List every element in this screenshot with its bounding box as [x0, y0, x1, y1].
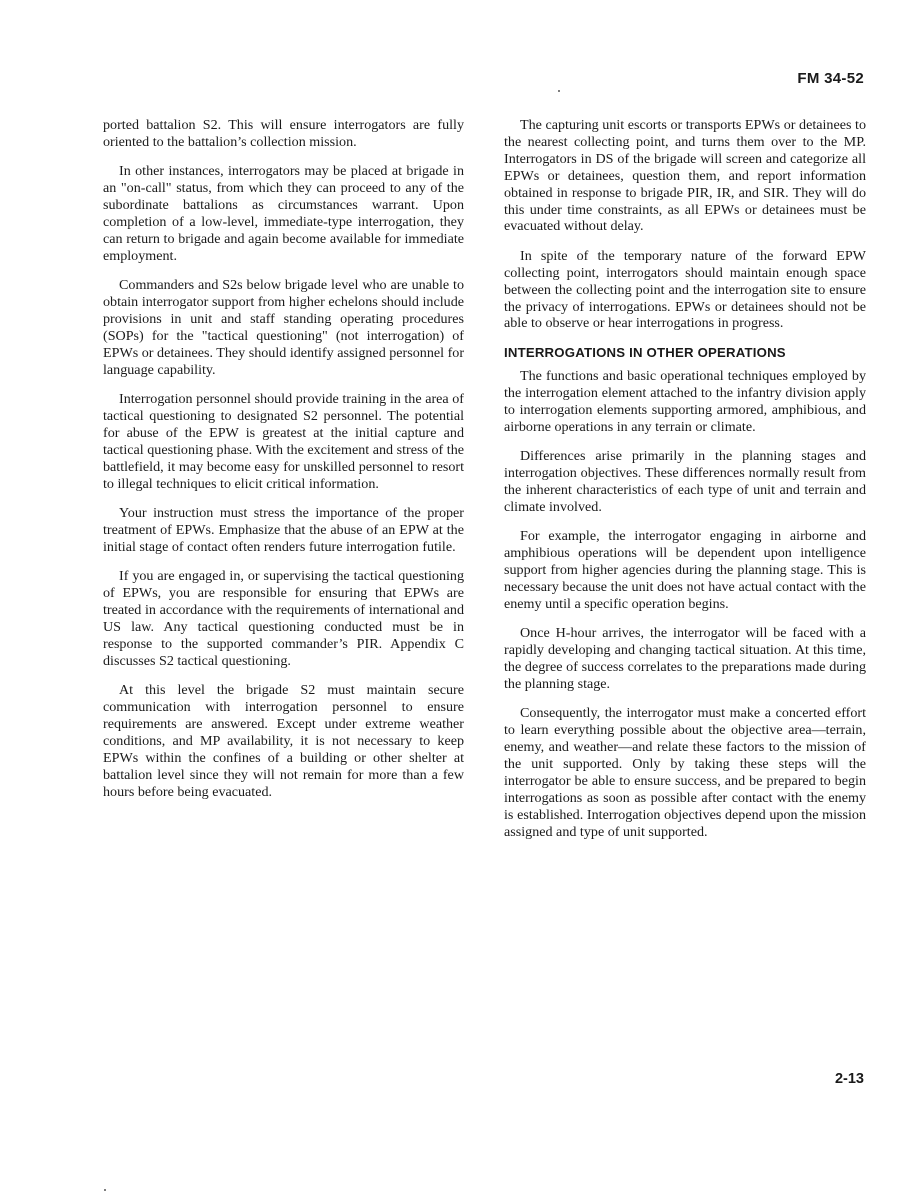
left-column	[103, 117, 464, 813]
paragraph: Differences arise primarily in the planning stages and interrogation objectives. These differences normally result from the inherent characteristics of each type of unit and terrain and climate involved.	[504, 447, 866, 515]
paragraph: The capturing unit escorts or transports EPWs or detainees to the nearest collecting point, and turns them over to the MP. Interrogators in DS of the brigade will screen and categorize all EPWs or detainees, question them, and report information obtained in response to brigade PIR, IR, and SIR. They will do this under time constraints, as all EPWs or detainees must be evacuated without delay.	[504, 117, 866, 235]
paragraph: In spite of the temporary nature of the forward EPW collecting point, interrogators should maintain enough space between the collecting point and the interrogation site to ensure the privacy of interrogations. EPWs or detainees should not be able to observe or hear interrogations in progress.	[504, 247, 866, 332]
paragraph: In other instances, interrogators may be placed at brigade in an "on-call" status, from which they can proceed to any of the subordinate battalions as circumstances warrant. Upon completion of a low-level, immediate-type interrogation, they can return to brigade and again become available for immediate employment.	[103, 163, 464, 264]
scan-speck	[104, 1189, 106, 1191]
paragraph: Once H-hour arrives, the interrogator will be faced with a rapidly developing and changing tactical situation. At this time, the degree of success correlates to the preparations made during the planning stage.	[504, 625, 866, 692]
paragraph: For example, the interrogator engaging in airborne and amphibious operations will be dependent upon intelligence support from higher agencies during the planning stage. This is necessary because the unit does not have actual contact with the enemy until a specific operation begins.	[504, 528, 866, 612]
paragraph: The functions and basic operational techniques employed by the interrogation element attached to the infantry division apply to interrogation elements supporting armored, amphibious, and airborne operations in any terrain or climate.	[504, 367, 866, 435]
paragraph: Consequently, the interrogator must make a concerted effort to learn everything possible about the objective area—terrain, enemy, and weather—and relate these factors to the mission of the unit supported. Only by taking these steps will the interrogator be able to ensure success, and be prepared to begin interrogations as soon as possible after contact with the enemy is established. Interrogation objectives depend upon the mission assigned and type of unit supported.	[504, 705, 866, 840]
scan-speck	[558, 90, 560, 92]
paragraph: Commanders and S2s below brigade level who are unable to obtain interrogator support from higher echelons should include provisions in unit and staff standing operating procedures (SOPs) for the "tactical questioning" (not interrogation) of EPWs or detainees. They should identify assigned personnel for language capability.	[103, 277, 465, 378]
section-heading: INTERROGATIONS IN OTHER OPERATIONS	[504, 344, 786, 360]
page-number: 2-13	[834, 1071, 864, 1087]
paragraph: At this level the brigade S2 must maintain secure communication with interrogation personnel to ensure requirements are answered. Except under extreme weather conditions, and MP availability, it is not necessary to keep EPWs within the confines of a building or other shelter at battalion level since they will not remain for more than a few hours before being evacuated.	[103, 682, 464, 800]
right-column	[504, 117, 866, 853]
paragraph: If you are engaged in, or supervising the tactical questioning of EPWs, you are responsible for ensuring that EPWs are treated in accordance with the requirements of international and US law. Any tactical questioning conducted must be in response to the supported commander’s PIR. Appendix C discusses S2 tactical questioning.	[103, 568, 464, 669]
paragraph: Your instruction must stress the importance of the proper treatment of EPWs. Emphasize that the abuse of an EPW at the initial stage of contact often renders future interrogation futile.	[103, 505, 464, 555]
manual-code-header: FM 34-52	[797, 70, 864, 87]
paragraph: Interrogation personnel should provide training in the area of tactical questioning to designated S2 personnel. The potential for abuse of the EPW is greatest at the initial capture and tactical questioning phase. With the excitement and stress of the battlefield, it may become easy for unskilled personnel to resort to illegal techniques to elicit critical information.	[103, 391, 464, 492]
paragraph: ported battalion S2. This will ensure interrogators are fully oriented to the battalion’s collection mission.	[103, 117, 464, 150]
